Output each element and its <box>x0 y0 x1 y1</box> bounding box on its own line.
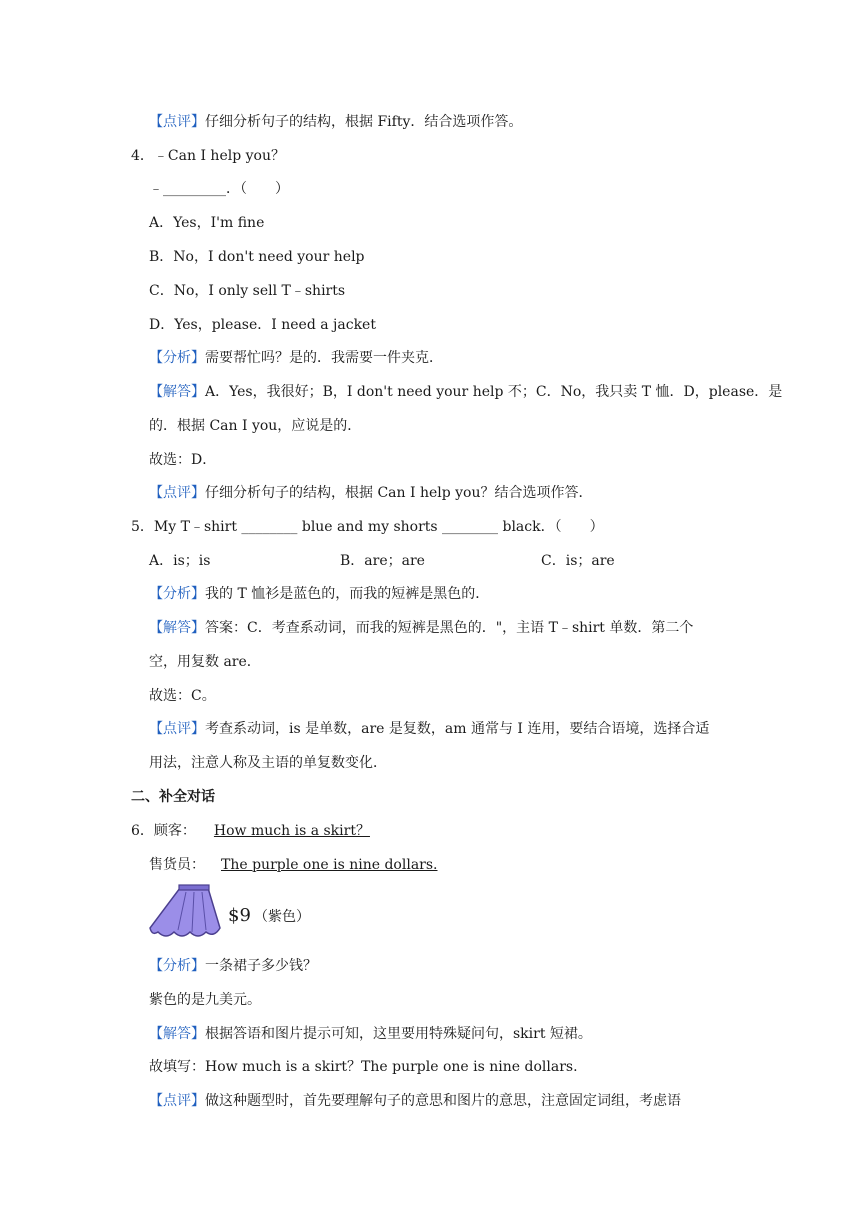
q5-answer-line-2: 空，用复数 are． <box>149 654 261 670</box>
comment-text: 仔细分析句子的结构，根据 Can I help you？结合选项作答． <box>205 485 593 501</box>
question-prompt: My T﹣shirt ________ blue and my shorts ________ black．（ ） <box>153 519 604 535</box>
answer-tag: 【解答】 <box>149 1026 205 1042</box>
answer-text: 根据答语和图片提示可知，这里要用特殊疑问句，skirt 短裙。 <box>205 1026 592 1042</box>
q5-comment-line-1 <box>149 719 709 739</box>
comment-tag: 【点评】 <box>149 114 205 130</box>
question-number: 6． <box>131 823 154 839</box>
q3-comment <box>149 112 522 132</box>
analysis-tag: 【分析】 <box>149 586 205 602</box>
figure-color-note: （紫色） <box>254 909 310 925</box>
comment-tag: 【点评】 <box>149 721 205 737</box>
q6-analysis-line-1 <box>149 956 317 976</box>
customer-answer: How much is a skirt？ <box>213 823 370 839</box>
q5-choice: 故选：C。 <box>149 688 216 704</box>
answer-text: A．Yes，我很好；B，I don't need your help 不；C．No，我只卖 T 恤．D，please．是 <box>205 384 783 400</box>
q6-customer-line <box>131 821 388 841</box>
seller-answer: The purple one is nine dollars. <box>221 857 438 873</box>
q5-option-a: A．is；is <box>149 553 211 569</box>
q4-option-b: B．No，I don't need your help <box>149 249 365 265</box>
analysis-text: 需要帮忙吗？是的．我需要一件夹克． <box>205 350 443 366</box>
q5-answer-line-1 <box>149 618 693 638</box>
q4-option-a: A．Yes，I'm fine <box>149 215 265 231</box>
section-heading: 二、补全对话 <box>131 789 215 805</box>
figure-price: $9 <box>228 905 251 926</box>
analysis-tag: 【分析】 <box>149 350 205 366</box>
q6-fill: 故填写：How much is a skirt？The purple one is nine dollars. <box>149 1059 578 1075</box>
q4-prompt <box>131 146 285 166</box>
seller-label: 售货员： <box>149 857 205 873</box>
q5-option-b: B．are；are <box>340 553 425 569</box>
question-number: 4． <box>131 148 154 164</box>
comment-tag: 【点评】 <box>149 1093 205 1109</box>
q5-option-c: C．is；are <box>541 553 615 569</box>
analysis-tag: 【分析】 <box>149 958 205 974</box>
analysis-text: 一条裙子多少钱？ <box>205 958 317 974</box>
q4-comment <box>149 483 593 503</box>
q6-comment <box>149 1091 681 1111</box>
comment-text: 仔细分析句子的结构，根据 Fifty．结合选项作答。 <box>205 114 523 130</box>
answer-text: 答案：C．考查系动词，而我的短裤是黑色的．"，主语 T﹣shirt 单数．第二个 <box>205 620 694 636</box>
q4-option-d: D．Yes，please．I need a jacket <box>149 317 376 333</box>
q5-comment-line-2: 用法，注意人称及主语的单复数变化． <box>149 755 387 771</box>
comment-text: 做这种题型时，首先要理解句子的意思和图片的意思，注意固定词组，考虑语 <box>205 1093 681 1109</box>
q6-seller-line <box>149 855 454 875</box>
answer-tag: 【解答】 <box>149 620 205 636</box>
q4-choice: 故选：D． <box>149 452 217 468</box>
skirt-figure <box>148 884 328 944</box>
question-prompt: ﹣Can I help you？ <box>153 148 285 164</box>
q4-answer-line-2: 的．根据 Can I you，应说是的． <box>149 418 362 434</box>
customer-label: 顾客： <box>153 823 196 839</box>
q4-analysis <box>149 348 443 368</box>
comment-text: 考查系动词，is 是单数，are 是复数，am 通常与 I 连用，要结合语境，选择合适 <box>205 721 710 737</box>
q4-blank-line: ﹣_________．（ ） <box>149 181 289 197</box>
q4-option-c: C．No，I only sell T﹣shirts <box>149 283 346 299</box>
q5-analysis <box>149 584 489 604</box>
answer-tag: 【解答】 <box>149 384 205 400</box>
q4-answer-line-1 <box>149 382 782 402</box>
q6-analysis-line-2: 紫色的是九美元。 <box>149 992 261 1008</box>
q5-prompt <box>131 517 604 537</box>
question-number: 5． <box>131 519 154 535</box>
analysis-text: 我的 T 恤衫是蓝色的，而我的短裤是黑色的． <box>205 586 490 602</box>
comment-tag: 【点评】 <box>149 485 205 501</box>
q6-answer <box>149 1024 592 1044</box>
